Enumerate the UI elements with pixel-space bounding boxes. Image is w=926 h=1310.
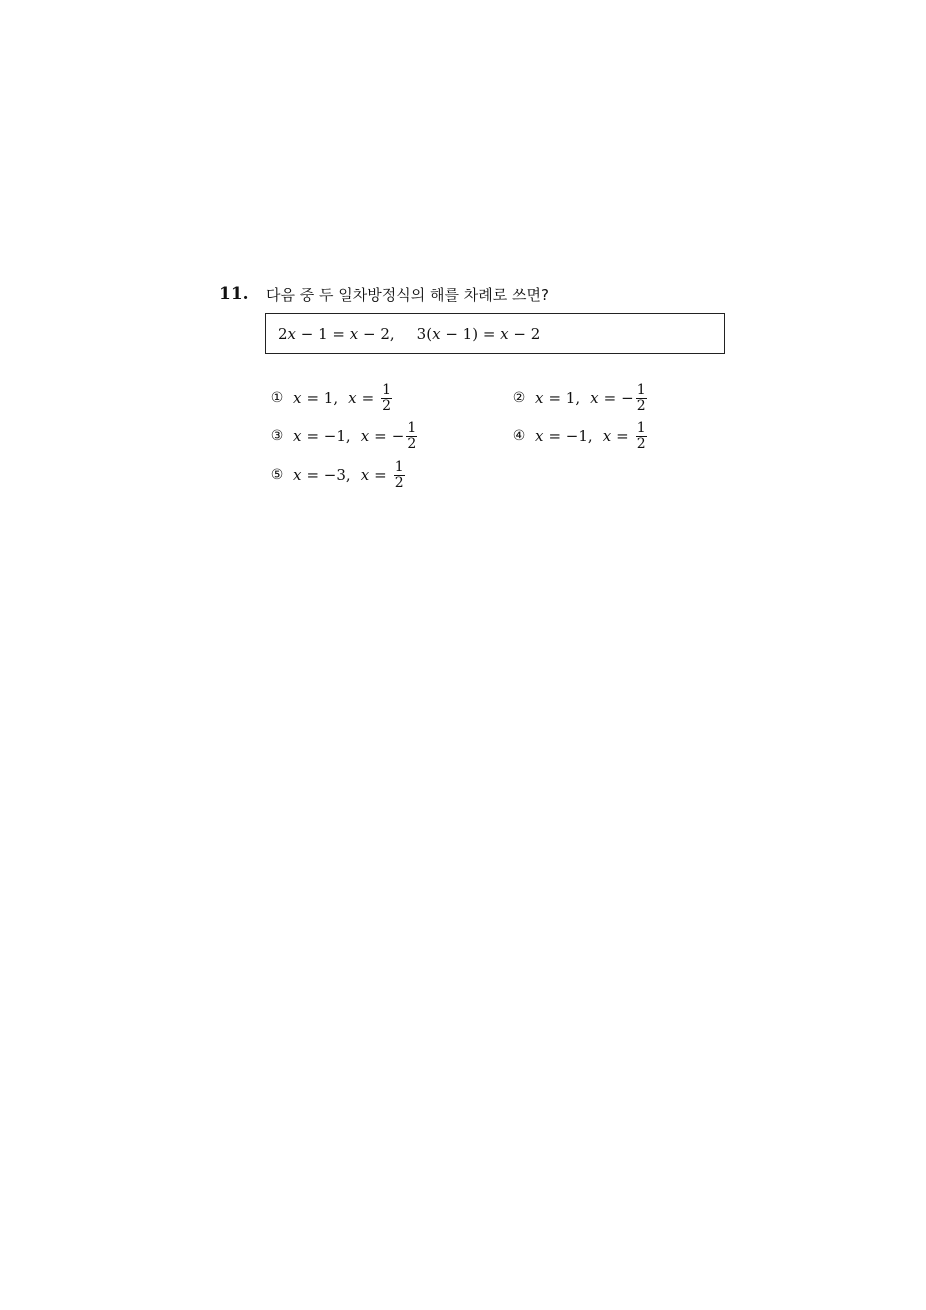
fraction: $\frac{1}{2}$ [382, 381, 392, 414]
choice-3[interactable]: ③ x = −1, x = − $\frac{1}{2}$ [270, 419, 417, 452]
equation-1: 2x − 1 = x − 2, [278, 324, 395, 343]
answer-choices [269, 380, 689, 500]
problem-number: 11. [219, 284, 249, 304]
fraction: $\frac{1}{2}$ [636, 419, 646, 452]
choice-marker: ③ [270, 428, 284, 444]
fraction: $\frac{1}{2}$ [407, 419, 417, 452]
choice-marker: ⑤ [270, 467, 284, 483]
fraction: $\frac{1}{2}$ [394, 458, 404, 491]
fraction: $\frac{1}{2}$ [636, 381, 646, 414]
question-text: 다음 중 두 일차방정식의 해를 차례로 쓰면? [266, 286, 549, 304]
choice-marker: ② [512, 390, 526, 406]
equation-2: 3(x − 1) = x − 2 [416, 324, 541, 343]
choice-2[interactable]: ② x = 1, x = − $\frac{1}{2}$ [512, 381, 646, 414]
choice-marker: ① [270, 390, 284, 406]
choice-marker: ④ [512, 428, 526, 444]
equation-box [265, 313, 725, 354]
choice-4[interactable]: ④ x = −1, x = $\frac{1}{2}$ [512, 419, 646, 452]
choice-1[interactable]: ① x = 1, x = $\frac{1}{2}$ [270, 381, 392, 414]
choice-5[interactable]: ⑤ x = −3, x = $\frac{1}{2}$ [270, 458, 404, 491]
